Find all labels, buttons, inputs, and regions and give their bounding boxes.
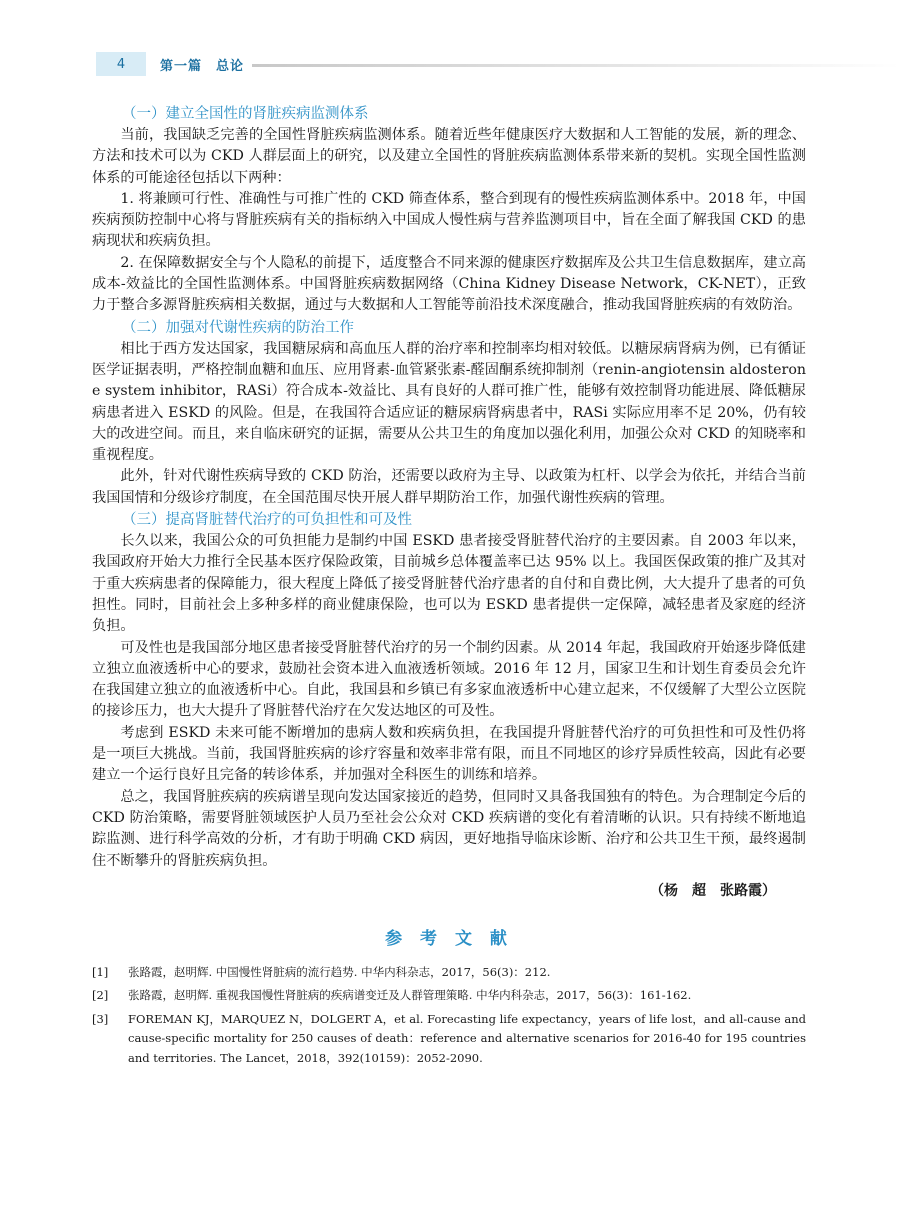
reference-item (92, 1010, 806, 1069)
part-label: 第一篇 (160, 59, 203, 74)
reference-text: 张路霞，赵明辉. 中国慢性肾脏病的流行趋势. 中华内科杂志，2017，56(3)：212. (128, 964, 551, 979)
part-title: 总论 (216, 59, 245, 74)
page-body (92, 103, 806, 1072)
section-heading: （二）加强对代谢性疾病的防治工作 (122, 319, 354, 336)
paragraph: 总之，我国肾脏疾病的疾病谱呈现向发达国家接近的趋势，但同时又具备我国独有的特色。为合理制定今后的 CKD 防治策略，需要肾脏领域医护人员乃至社会公众对 CKD 疾病谱的变化有着清晰的认识。只有持续不断地追踪监测、进行科学高效的分析，才有助于明确 CKD 病因，更好地指导临床诊断、治疗和公共卫生干预，最终遏制住不断攀升的肾脏疾病负担。 (92, 788, 806, 869)
reference-number: [3] (92, 1011, 109, 1026)
author-line: （杨 超 张路霞） (650, 882, 776, 899)
paragraph: 当前，我国缺乏完善的全国性肾脏疾病监测体系。随着近些年健康医疗大数据和人工智能的发展，新的理念、方法和技术可以为 CKD 人群层面上的研究，以及建立全国性的肾脏疾病监测体系带来新的契机。实现全国性监测体系的可能途径包括以下两种： (92, 127, 806, 186)
reference-item (92, 986, 806, 1006)
paragraph: 此外，针对代谢性疾病导致的 CKD 防治，还需要以政府为主导、以政策为杠杆、以学会为依托，并结合当前我国国情和分级诊疗制度，在全国范围尽快开展人群早期防治工作，加强代谢性疾病的管理。 (92, 468, 806, 506)
chapter-label (160, 55, 258, 74)
paragraph: 2. 在保障数据安全与个人隐私的前提下，适度整合不同来源的健康医疗数据库及公共卫生信息数据库，建立高成本-效益比的全国性监测体系。中国肾脏疾病数据网络（China Kidney Disease Network，CK-NET），正致力于整合多源肾脏疾病相关数据，通过与大数据和人工智能等前沿技术深度融合，推动我国肾脏疾病的有效防治。 (92, 254, 806, 314)
reference-item (92, 963, 806, 983)
paragraph: 长久以来，我国公众的可负担能力是制约中国 ESKD 患者接受肾脏替代治疗的主要因素。自 2003 年以来，我国政府开始大力推行全民基本医疗保险政策，目前城乡总体覆盖率已达 95% 以上。我国医保政策的推广及其对于重大疾病患者的保障能力，很大程度上降低了接受肾脏替代治疗患者的自付和自费比例，大大提升了患者的可负担性。同时，目前社会上多种多样的商业健康保险，也可以为 ESKD 患者提供一定保障，减轻患者及家庭的经济负担。 (92, 533, 806, 635)
reference-number: [1] (92, 964, 109, 979)
references-title: 参 考 文 献 (385, 928, 513, 949)
paragraph: 可及性也是我国部分地区患者接受肾脏替代治疗的另一个制约因素。从 2014 年起，我国政府开始逐步降低建立独立血液透析中心的要求，鼓励社会资本进入血液透析领域。2016 年 12 月，国家卫生和计划生育委员会允许在我国建立独立的血液透析中心。自此，我国县和乡镇已有多家血液透析中心建立起来，不仅缓解了大型公立医院的接诊压力，也大大提升了肾脏替代治疗在欠发达地区的可及性。 (92, 639, 806, 720)
paragraph: 相比于西方发达国家，我国糖尿病和高血压人群的治疗率和控制率均相对较低。以糖尿病肾病为例，已有循证医学证据表明，严格控制血糖和血压、应用肾素-血管紧张素-醛固酮系统抑制剂（renin-angiotensin aldosterone system inhibitor，RASi）符合成本-效益比、具有良好的人群可推广性，能够有效控制肾功能进展、降低糖尿病患者进入 ESKD 的风险。但是，在我国符合适应证的糖尿病肾病患者中，RASi 实际应用率不足 20%，仍有较大的改进空间。而且，来自临床研究的证据，需要从公共卫生的角度加以强化利用，加强公众对 CKD 的知晓率和重视程度。 (92, 340, 806, 464)
reference-number: [2] (92, 988, 109, 1003)
section-heading: （一）建立全国性的肾脏疾病监测体系 (122, 106, 369, 122)
paragraph: 1. 将兼顾可行性、准确性与可推广性的 CKD 筛查体系，整合到现有的慢性疾病监测体系中。2018 年，中国疾病预防控制中心将与肾脏疾病有关的指标纳入中国成人慢性病与营养监测项目中，旨在全面了解我国 CKD 的患病现状和疾病负担。 (92, 190, 806, 250)
section-heading: （三）提高肾脏替代治疗的可负担性和可及性 (122, 512, 412, 529)
page-header (0, 0, 900, 90)
page-number: 4 (96, 52, 146, 76)
reference-text: FOREMAN KJ，MARQUEZ N，DOLGERT A，et al. Forecasting life expectancy，years of life lost，and all-cause and cause-specific mortality for 250 causes of death：reference and alternative scenarios for 2016-40 for 195 countries and territories. The Lancet，2018，392(10159)：2052-2090. (128, 1011, 806, 1065)
paragraph: 考虑到 ESKD 未来可能不断增加的患病人数和疾病负担，在我国提升肾脏替代治疗的可负担性和可及性仍将是一项巨大挑战。当前，我国肾脏疾病的诊疗容量和效率非常有限，而且不同地区的诊疗异质性较高，因此有必要建立一个运行良好且完备的转诊体系，并加强对全科医生的训练和培养。 (92, 724, 806, 784)
header-rule (252, 64, 900, 67)
reference-text: 张路霞，赵明辉. 重视我国慢性肾脏病的疾病谱变迁及人群管理策略. 中华内科杂志，2017，56(3)：161-162. (128, 988, 692, 1003)
